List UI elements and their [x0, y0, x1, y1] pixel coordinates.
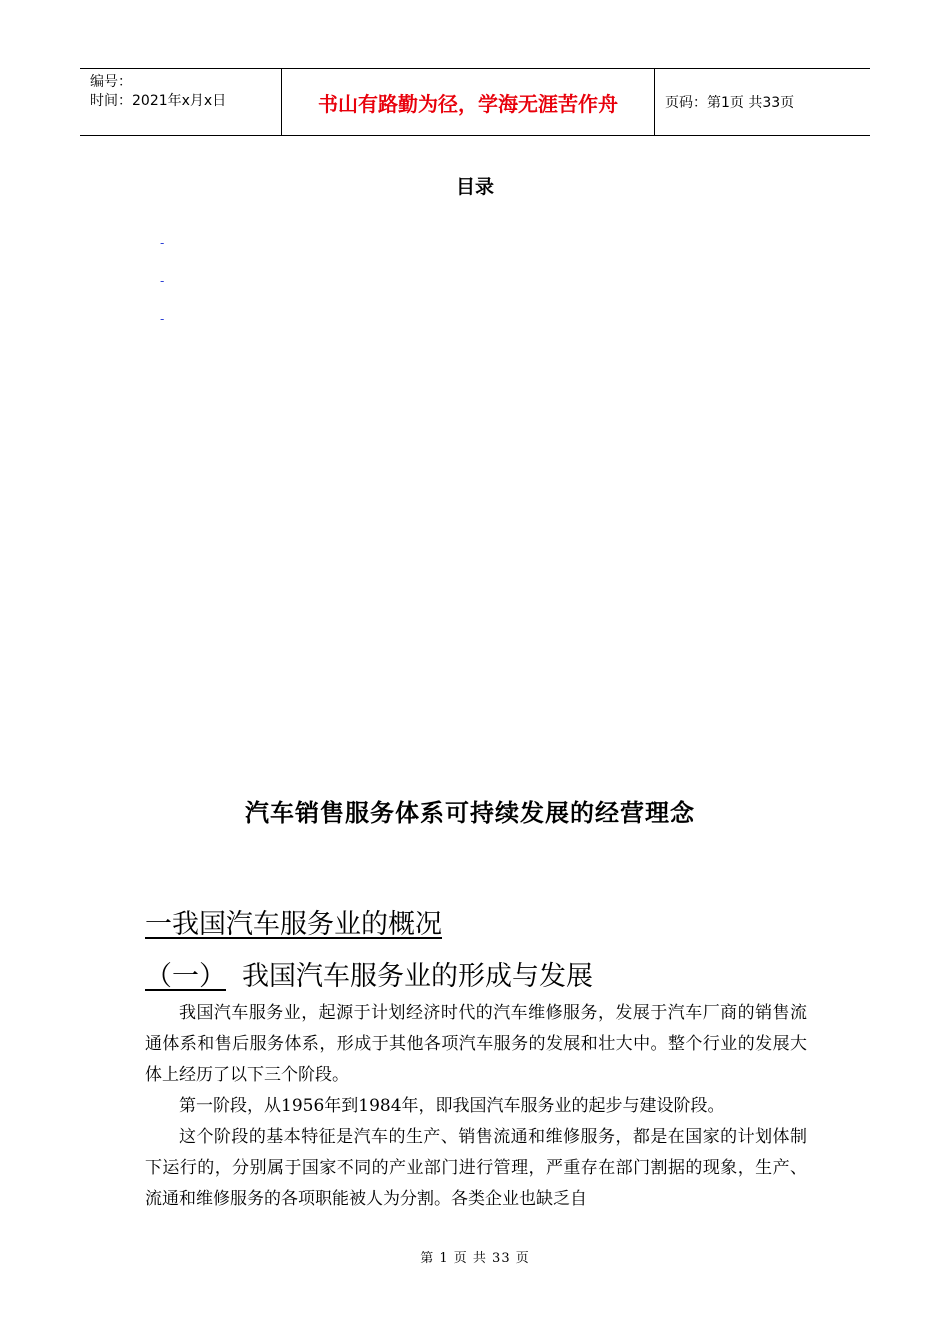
- body-text: [145, 998, 807, 1215]
- subsection-heading: [145, 954, 593, 993]
- page-header: [80, 68, 870, 136]
- toc-entry-link[interactable]: -: [160, 236, 165, 250]
- section-heading: 一我国汽车服务业的概况: [145, 909, 442, 940]
- paragraph: 第一阶段，从1956年到1984年，即我国汽车服务业的起步与建设阶段。: [179, 1096, 725, 1116]
- header-meta: [80, 69, 282, 135]
- paragraph: 我国汽车服务业，起源于计划经济时代的汽车维修服务，发展于汽车厂商的销售流通体系和售后服务体系，形成于其他各项汽车服务的发展和壮大中。整个行业的发展大体上经历了以下三个阶段。: [145, 1003, 807, 1085]
- toc-title: 目录: [455, 176, 494, 198]
- page-footer: 第 1 页 共 33 页: [420, 1251, 530, 1266]
- toc-entry-link[interactable]: -: [160, 274, 165, 288]
- number-label: 编号：: [90, 74, 132, 90]
- header-page-info: 页码：第1页 共33页: [665, 95, 795, 111]
- subsection-title: 我国汽车服务业的形成与发展: [242, 961, 593, 992]
- toc-entry-link[interactable]: -: [160, 312, 165, 326]
- header-motto: 书山有路勤为径，学海无涯苦作舟: [282, 69, 655, 135]
- document-title: 汽车销售服务体系可持续发展的经营理念: [245, 799, 695, 827]
- date-line: 时间：2021年x月x日: [90, 93, 227, 109]
- paragraph: 这个阶段的基本特征是汽车的生产、销售流通和维修服务，都是在国家的计划体制下运行的，分别属于国家不同的产业部门进行管理，严重存在部门割据的现象，生产、流通和维修服务的各项职能被人为分割。各类企业也缺乏自: [145, 1127, 807, 1209]
- subsection-number: （一）: [145, 961, 226, 992]
